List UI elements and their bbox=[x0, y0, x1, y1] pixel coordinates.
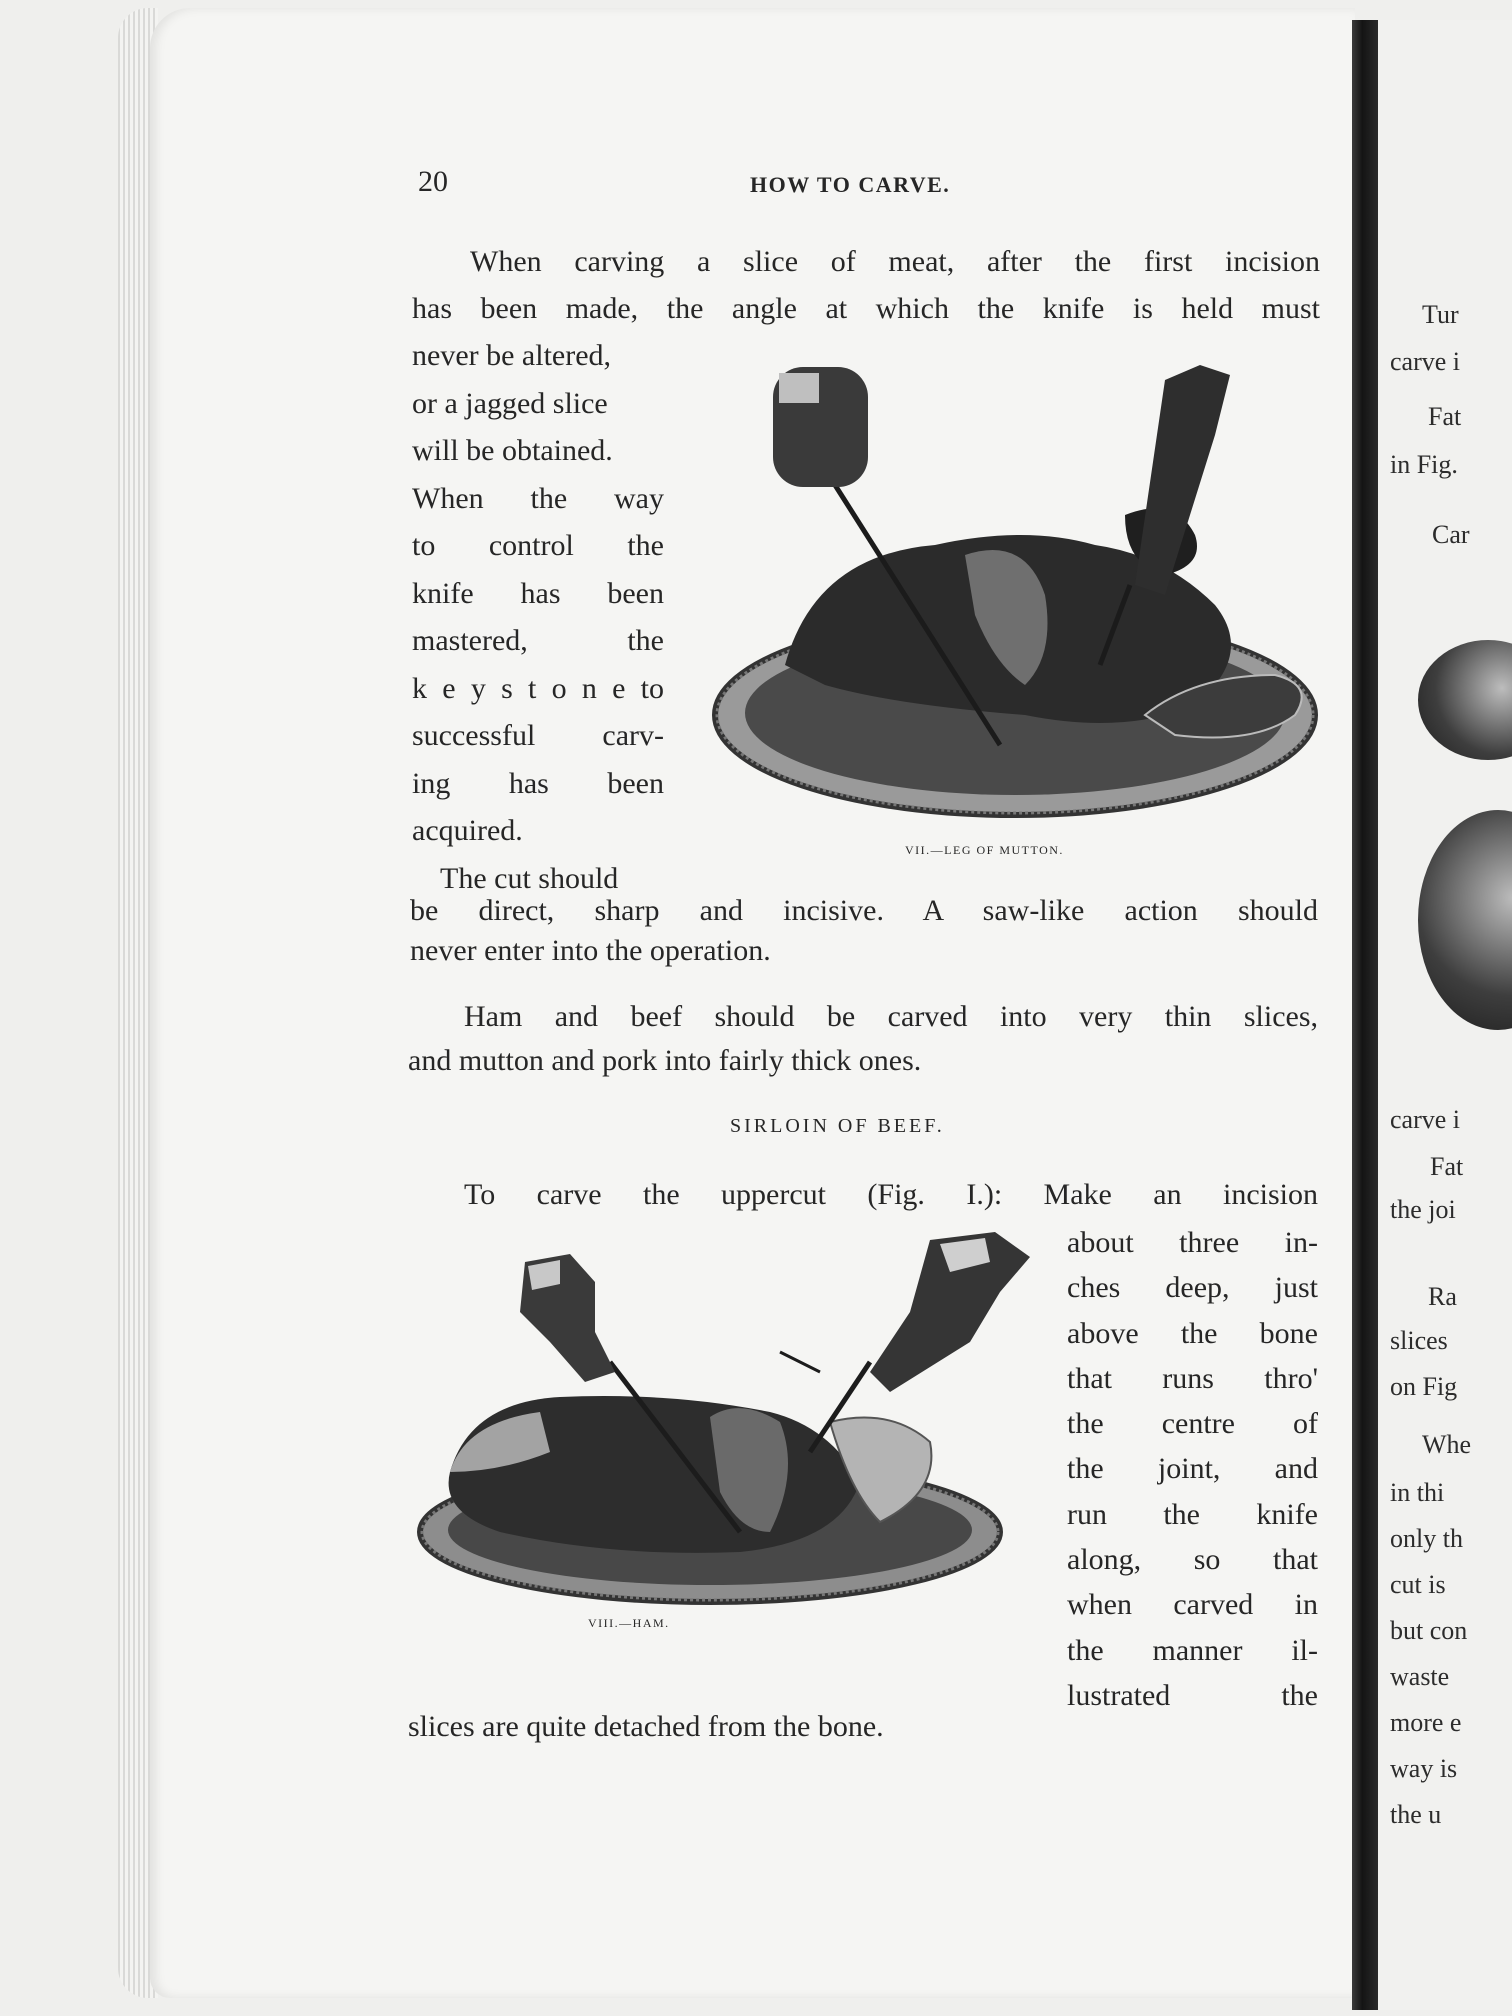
facing-illustration bbox=[1418, 810, 1512, 1030]
text-line: the manner il- bbox=[1067, 1633, 1318, 1667]
figure-ham bbox=[410, 1232, 1050, 1630]
text-line: or a jagged slice bbox=[412, 386, 608, 420]
text-line: k e y s t o n e to bbox=[412, 671, 664, 705]
text-line: never enter into the operation. bbox=[410, 934, 771, 967]
figure-leg-of-mutton bbox=[695, 355, 1325, 857]
facing-text-fragment: the joi bbox=[1390, 1195, 1456, 1224]
facing-text-fragment: more e bbox=[1390, 1708, 1462, 1737]
facing-text-fragment: slices bbox=[1390, 1326, 1448, 1355]
running-header: HOW TO CARVE. bbox=[750, 172, 951, 197]
leg-of-mutton-engraving bbox=[695, 355, 1325, 835]
text-line: never be altered, bbox=[412, 339, 612, 372]
paragraph-1 bbox=[412, 238, 1320, 332]
facing-text-fragment: Tur bbox=[1422, 300, 1459, 329]
text-line: that runs thro' bbox=[1067, 1361, 1318, 1395]
text-line: knife has been bbox=[412, 576, 664, 610]
figure-caption: VIII.—HAM. bbox=[588, 1616, 670, 1630]
text-line: has been made, the angle at which the knife is held must bbox=[412, 292, 1320, 325]
text-line: Ham and beef should be carved into very thin slices, bbox=[464, 1000, 1318, 1033]
text-line: When the way bbox=[412, 481, 664, 515]
text-line: acquired. bbox=[412, 814, 523, 847]
facing-page bbox=[1378, 20, 1512, 2010]
section-heading: SIRLOIN OF BEEF. bbox=[730, 1115, 945, 1137]
facing-text-fragment: only th bbox=[1390, 1524, 1463, 1553]
paragraph-3-first bbox=[408, 1173, 1318, 1217]
text-line: To carve the uppercut (Fig. I.): Make an incision bbox=[464, 1178, 1318, 1211]
facing-text-fragment: Whe bbox=[1422, 1430, 1472, 1459]
text-line: run the knife bbox=[1067, 1497, 1318, 1531]
text-line: when carved in bbox=[1067, 1588, 1318, 1622]
text-line: and mutton and pork into fairly thick ones. bbox=[408, 1044, 922, 1077]
facing-text-fragment: carve i bbox=[1390, 1105, 1461, 1134]
text-line: above the bone bbox=[1067, 1316, 1318, 1350]
facing-text-fragment: cut is bbox=[1390, 1570, 1446, 1599]
text-line: When carving a slice of meat, after the first incision bbox=[470, 245, 1320, 278]
facing-text-fragment: waste bbox=[1390, 1662, 1450, 1691]
text-line: successful carv- bbox=[412, 719, 664, 752]
text-line: about three in- bbox=[1067, 1226, 1318, 1259]
facing-text-fragment: on Fig bbox=[1390, 1372, 1458, 1401]
page-number: 20 bbox=[418, 165, 448, 198]
text-line: the joint, and bbox=[1067, 1452, 1318, 1486]
text-line: ches deep, just bbox=[1067, 1271, 1318, 1305]
facing-illustration bbox=[1418, 640, 1512, 760]
text-line: along, so that bbox=[1067, 1543, 1318, 1577]
paragraph-1-wrap bbox=[412, 332, 664, 902]
paragraph-2 bbox=[408, 995, 1318, 1083]
facing-text-fragment: in thi bbox=[1390, 1478, 1445, 1507]
facing-text-fragment: way is bbox=[1390, 1754, 1458, 1783]
facing-text-fragment: in Fig. bbox=[1390, 450, 1458, 479]
text-line: be direct, sharp and incisive. A saw-like action should bbox=[410, 894, 1318, 927]
text-line: will be obtained. bbox=[412, 434, 613, 467]
text-line: lustrated the bbox=[1067, 1678, 1318, 1712]
figure-caption: VII.—LEG OF MUTTON. bbox=[905, 843, 1064, 857]
text-line: ing has been bbox=[412, 766, 664, 800]
paragraph-3-last bbox=[408, 1705, 884, 1749]
facing-text-fragment: Fat bbox=[1428, 402, 1462, 431]
facing-text-fragment: carve i bbox=[1390, 347, 1461, 376]
ham-engraving bbox=[410, 1232, 1050, 1612]
facing-text-fragment: the u bbox=[1390, 1800, 1442, 1829]
text-line: slices are quite detached from the bone. bbox=[408, 1710, 884, 1743]
facing-text-fragment: Fat bbox=[1430, 1152, 1464, 1181]
text-line: The cut should bbox=[440, 861, 619, 895]
paragraph-3-wrap bbox=[1067, 1220, 1318, 1718]
facing-text-fragment: Ra bbox=[1428, 1282, 1457, 1311]
text-line: to control the bbox=[412, 529, 664, 562]
text-line: mastered, the bbox=[412, 624, 664, 657]
text-line: the centre of bbox=[1067, 1407, 1318, 1441]
book-gutter bbox=[1352, 20, 1378, 2010]
facing-text-fragment: Car bbox=[1432, 520, 1470, 549]
facing-text-fragment: but con bbox=[1390, 1616, 1468, 1645]
paragraph-1-tail bbox=[410, 891, 1318, 971]
